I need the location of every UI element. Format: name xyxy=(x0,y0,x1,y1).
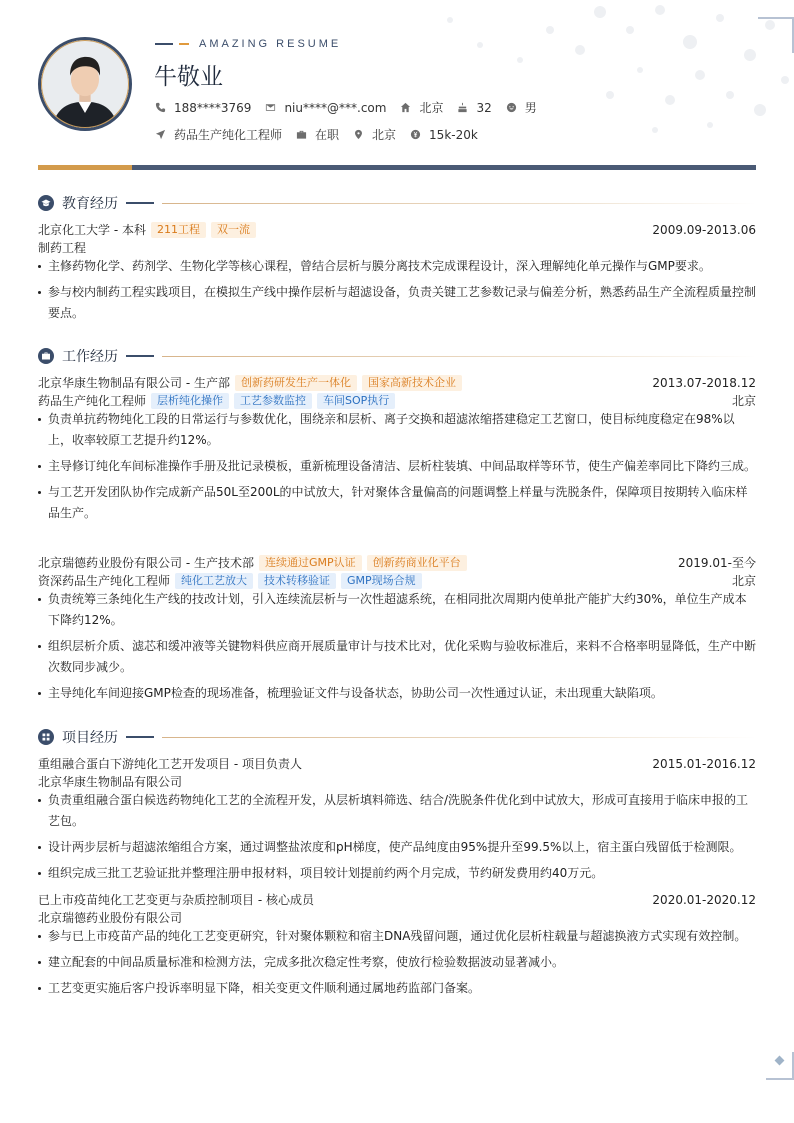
job-company: 北京瑞德药业股份有限公司 - 生产技术部 xyxy=(38,556,254,570)
age-item xyxy=(457,101,491,115)
list-item: 主修药物化学、药剂学、生物化学等核心课程，曾结合层析与膜分离技术完成课程设计，深入理解纯化单元操作与GMP要求。 xyxy=(38,256,756,277)
section-line xyxy=(126,355,154,357)
list-item: 负责单抗药物纯化工段的日常运行与参数优化，围绕亲和层析、离子交换和超滤浓缩搭建稳定工艺窗口，使目标纯度稳定在98%以上，收率较原工艺提升约12%。 xyxy=(38,409,756,451)
brand-line-navy xyxy=(155,43,173,45)
position-item xyxy=(155,126,282,143)
coin-icon xyxy=(410,129,421,140)
project-org-row xyxy=(38,909,756,926)
brand-text: AMAZING RESUME xyxy=(199,38,342,50)
job-role: 资深药品生产纯化工程师 xyxy=(38,574,171,588)
major-name: 制药工程 xyxy=(38,241,87,255)
company-tag: 连续通过GMP认证 xyxy=(259,555,362,571)
skill-tag: 工艺参数监控 xyxy=(234,393,312,409)
skill-tag: 纯化工艺放大 xyxy=(175,573,253,589)
job-company-row xyxy=(38,374,756,391)
city-item xyxy=(400,99,443,116)
skill-tag: 车间SOP执行 xyxy=(317,393,395,409)
project-org-row xyxy=(38,773,756,790)
skill-tag: 层析纯化操作 xyxy=(151,393,229,409)
list-item: 主导修订纯化车间标准操作手册及批记录模板，重新梳理设备清洁、层析柱装填、中间品取样等环节，使生产偏差率同比下降约三成。 xyxy=(38,456,756,477)
list-item: 建立配套的中间品质量标准和检测方法，完成多批次稳定性考察，使放行检验数据波动显著减小。 xyxy=(38,952,756,973)
city-text: 北京 xyxy=(419,101,444,115)
project-period: 2015.01-2016.12 xyxy=(652,756,756,771)
job-period: 2019.01-至今 xyxy=(678,556,756,570)
education-tag: 双一流 xyxy=(211,222,256,238)
list-item: 参与校内制药工程实践项目，在模拟生产线中操作层析与超滤设备，负责关键工艺参数记录与偏差分析，熟悉药品生产全流程质量控制要点。 xyxy=(38,282,756,324)
list-item: 负责重组融合蛋白候选药物纯化工艺的全流程开发，从层析填料筛选、结合/洗脱条件优化到中试放大，形成可直接用于临床申报的工艺包。 xyxy=(38,790,756,832)
job-period: 2013.07-2018.12 xyxy=(652,375,756,390)
skill-tag: GMP现场合规 xyxy=(341,573,422,589)
basic-info-row xyxy=(155,99,551,116)
gender-text: 男 xyxy=(524,101,537,115)
briefcase-icon xyxy=(296,129,307,140)
skill-tag: 技术转移验证 xyxy=(258,573,336,589)
graduation-cap-icon xyxy=(38,195,54,211)
list-item: 主导纯化车间迎接GMP检查的现场准备，梳理验证文件与设备状态，协助公司一次性通过认证，未出现重大缺陷项。 xyxy=(38,683,756,704)
section-header-projects xyxy=(38,727,756,747)
corner-decoration-top-right xyxy=(758,17,794,53)
job-location: 北京 xyxy=(731,574,756,588)
education-bullets xyxy=(38,256,756,324)
avatar xyxy=(38,37,132,131)
job-role: 药品生产纯化工程师 xyxy=(38,394,147,408)
target-city-text: 北京 xyxy=(372,128,397,142)
section-line-fade xyxy=(162,737,756,738)
decorative-dot-pattern xyxy=(300,0,794,140)
project-header-row xyxy=(38,891,756,908)
job-role-row xyxy=(38,572,756,589)
avatar-photo xyxy=(41,40,129,128)
education-major-row xyxy=(38,239,756,256)
section-title-projects: 项目经历 xyxy=(62,730,118,746)
email-item xyxy=(265,101,386,115)
list-item: 组织完成三批工艺验证批并整理注册申报材料，项目较计划提前约两个月完成，节约研发费用约40万元。 xyxy=(38,863,756,884)
job-intent-row xyxy=(155,126,492,143)
school-name: 北京化工大学 - 本科 xyxy=(38,223,146,237)
section-title-work: 工作经历 xyxy=(62,349,118,365)
target-city-item xyxy=(353,126,396,143)
list-item: 参与已上市疫苗产品的纯化工艺变更研究，针对聚体颗粒和宿主DNA残留问题，通过优化层析柱载量与超滤换液方式实现有效控制。 xyxy=(38,926,756,947)
phone-icon xyxy=(155,102,166,113)
education-tag: 211工程 xyxy=(151,222,206,238)
job-company-row xyxy=(38,554,756,571)
list-item: 工艺变更实施后客户投诉率明显下降，相关变更文件顺利通过属地药监部门备案。 xyxy=(38,978,756,999)
job-bullets xyxy=(38,409,756,524)
job-bullets xyxy=(38,589,756,704)
project-org: 北京瑞德药业股份有限公司 xyxy=(38,911,183,925)
location-pin-icon xyxy=(353,129,364,140)
position-text: 药品生产纯化工程师 xyxy=(174,128,283,142)
status-item xyxy=(296,126,339,143)
project-name: 重组融合蛋白下游纯化工艺开发项目 - 项目负责人 xyxy=(38,757,302,771)
mail-icon xyxy=(265,102,276,113)
company-tag: 创新药研发生产一体化 xyxy=(235,375,357,391)
header-divider-accent xyxy=(38,165,132,170)
education-header-row xyxy=(38,221,756,238)
header-divider-bar xyxy=(38,165,756,170)
section-line xyxy=(126,736,154,738)
section-header-education xyxy=(38,193,756,213)
list-item: 组织层析介质、滤芯和缓冲液等关键物料供应商开展质量审计与技术比对，优化采购与验收标准后，来料不合格率明显降低，生产中断次数同步减少。 xyxy=(38,636,756,678)
job-company: 北京华康生物制品有限公司 - 生产部 xyxy=(38,376,230,390)
job-role-row xyxy=(38,392,756,409)
project-name: 已上市疫苗纯化工艺变更与杂质控制项目 - 核心成员 xyxy=(38,893,314,907)
list-item: 设计两步层析与超滤浓缩组合方案，通过调整盐浓度和pH梯度，使产品纯度由95%提升至99.5%以上，宿主蛋白残留低于检测限。 xyxy=(38,837,756,858)
grid-icon xyxy=(38,729,54,745)
project-org: 北京华康生物制品有限公司 xyxy=(38,775,183,789)
section-line-fade xyxy=(162,203,756,204)
email-text: niu****@***.com xyxy=(284,100,387,115)
home-icon xyxy=(400,102,411,113)
section-title-education: 教育经历 xyxy=(62,196,118,212)
cake-icon xyxy=(457,102,468,113)
gender-item xyxy=(506,99,537,116)
section-line xyxy=(126,202,154,204)
briefcase-section-icon xyxy=(38,348,54,364)
company-tag: 创新药商业化平台 xyxy=(367,555,467,571)
phone-text: 188****3769 xyxy=(174,100,252,115)
section-header-work xyxy=(38,346,756,366)
project-bullets xyxy=(38,790,756,884)
salary-text: 15k-20k xyxy=(429,127,478,142)
face-icon xyxy=(506,102,517,113)
salary-item xyxy=(410,128,478,142)
brand-label xyxy=(155,38,341,50)
age-text: 32 xyxy=(476,100,492,115)
status-text: 在职 xyxy=(315,128,340,142)
project-bullets xyxy=(38,926,756,999)
company-tag: 国家高新技术企业 xyxy=(362,375,462,391)
section-line-fade xyxy=(162,356,756,357)
list-item: 与工艺开发团队协作完成新产品50L至200L的中试放大，针对聚体含量偏高的问题调整上样量与洗脱条件，保障项目按期转入临床样品生产。 xyxy=(38,482,756,524)
candidate-name: 牛敬业 xyxy=(154,64,223,90)
phone-item xyxy=(155,101,251,115)
project-period: 2020.01-2020.12 xyxy=(652,892,756,907)
education-period: 2009.09-2013.06 xyxy=(652,222,756,237)
project-header-row xyxy=(38,755,756,772)
brand-line-gold xyxy=(179,43,189,45)
send-icon xyxy=(155,129,166,140)
job-location: 北京 xyxy=(731,394,756,408)
list-item: 负责统筹三条纯化生产线的技改计划，引入连续流层析与一次性超滤系统，在相同批次周期内使单批产能扩大约30%，单位生产成本下降约12%。 xyxy=(38,589,756,631)
